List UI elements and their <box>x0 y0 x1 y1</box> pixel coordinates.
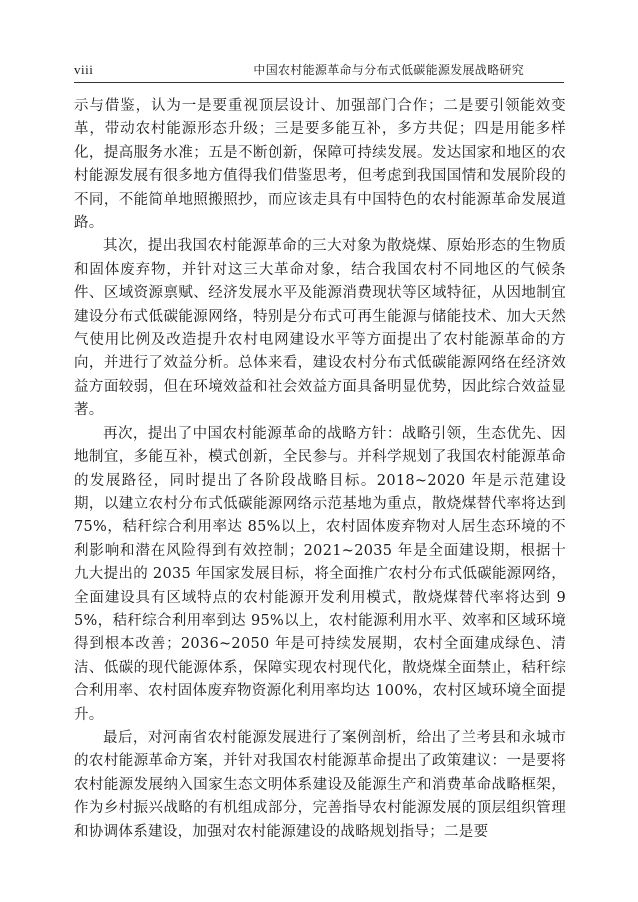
page-number: viii <box>74 62 94 77</box>
paragraph-second: 其次，提出我国农村能源革命的三大对象为散烧煤、原始形态的生物质和固体废弃物，并针对这三大革命对象，结合我国农村不同地区的气候条件、区域资源禀赋、经济发展水平及能源消费现状等区域特征，从因地制宜建设分布式低碳能源网络，特别是分布式可再生能源与储能技术、加大天然气使用比例及改造提升农村电网建设水平等方面提出了农村能源革命的方向，并进行了效益分析。总体来看，建设农村分布式低碳能源网络在经济效益方面较弱，但在环境效益和社会效益方面具备明显优势，因此综合效益显著。 <box>74 238 566 419</box>
paragraph-third: 再次，提出了中国农村能源革命的战略方针：战略引领，生态优先、因地制宜，多能互补，模式创新，全民参与。并科学规划了我国农村能源革命的发展路径，同时提出了各阶段战略目标。2018~2020 年是示范建设期，以建立农村分布式低碳能源网络示范基地为重点，散烧煤替代率将达到 75%，秸秆综合利用率达 85%以上，农村固体废弃物对人居生态环境的不利影响和潜在风险得到有效控制；2021~2035 年是全面建设期，根据十九大提出的 2035 年国家发展目标，将全面推广农村分布式低碳能源网络，全面建设具有区域特点的农村能源开发利用模式，散烧煤替代率将达到 95%，秸秆综合利用率到达 95%以上，农村能源利用水平、效率和区域环境得到根本改善；2036~2050 年是可持续发展期，农村全面建成绿色、清洁、低碳的现代能源体系，保障实现农村现代化，散烧煤全面禁止，秸秆综合利用率、农村固体废弃物资源化利用率均达 100%，农村区域环境全面提升。 <box>74 425 566 723</box>
running-title: 中国农村能源革命与分布式低碳能源发展战略研究 <box>253 63 524 77</box>
paragraph-continued: 示与借鉴，认为一是要重视顶层设计、加强部门合作；二是要引领能效变革，带动农村能源形态升级；三是要多能互补，多方共促；四是用能多样化，提高服务水准；五是不断创新，保障可持续发展。发达国家和地区的农村能源发展有很多地方值得我们借鉴思考，但考虑到我国国情和发展阶段的不同，不能简单地照搬照抄，而应该走具有中国特色的农村能源革命发展道路。 <box>74 98 566 232</box>
paragraph-final: 最后，对河南省农村能源发展进行了案例剖析，给出了兰考县和永城市的农村能源革命方案，并针对我国农村能源革命提出了政策建议：一是要将农村能源发展纳入国家生态文明体系建设及能源生产和消费革命战略框架，作为乡村振兴战略的有机组成部分，完善指导农村能源发展的顶层组织管理和协调体系建设，加强对农村能源建设的战略规划指导；二是要 <box>74 729 566 840</box>
body-text <box>74 95 566 844</box>
running-header <box>74 60 564 83</box>
